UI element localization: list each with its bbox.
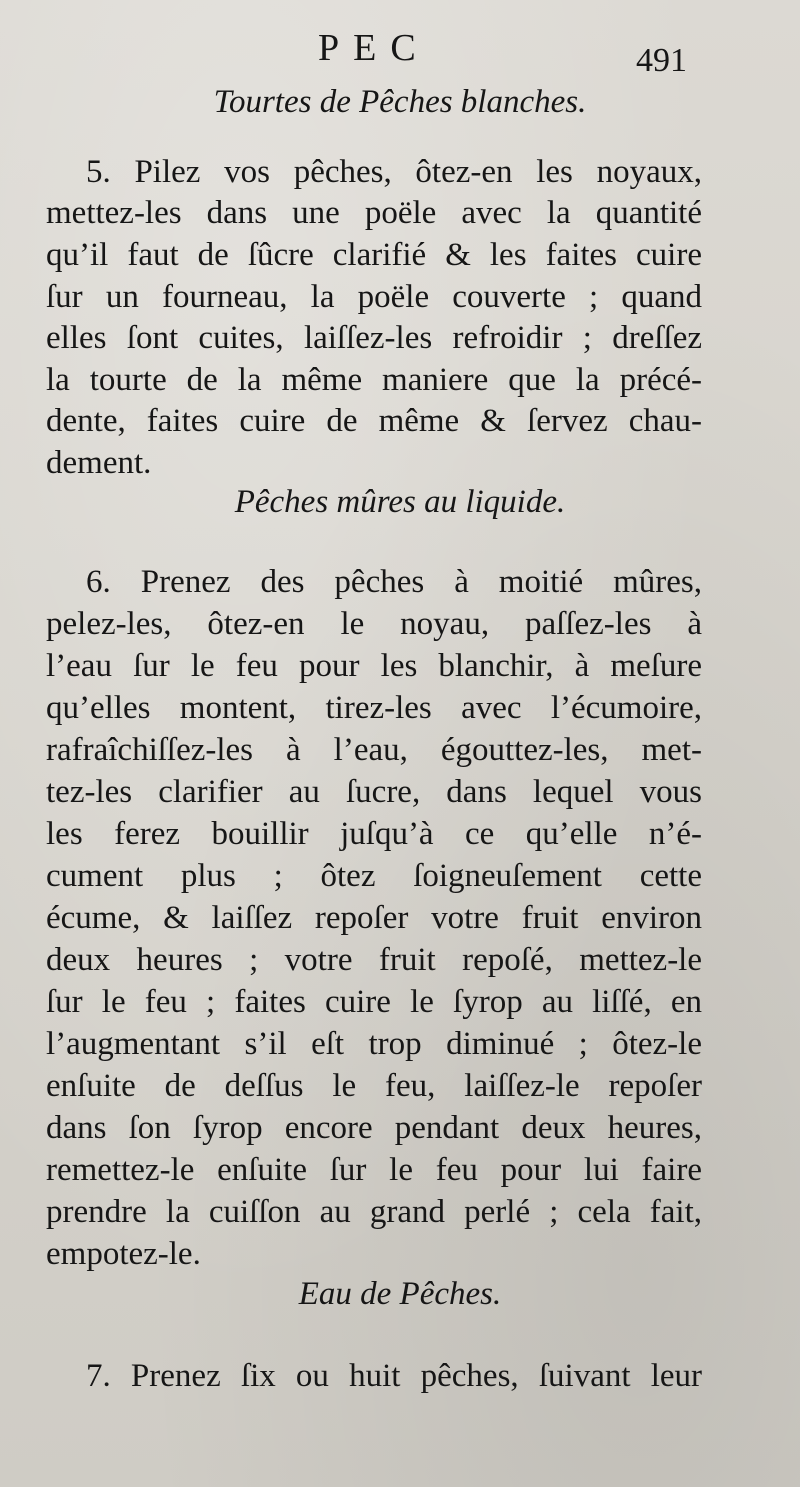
text-line: prendre la cuiſſon au grand perlé ; cela fait, [46, 1194, 702, 1230]
text-line: dement. [46, 445, 152, 481]
section-title: Eau de Pêches. [298, 1276, 502, 1312]
page-number: 491 [636, 42, 687, 79]
text-line: 6. Prenez des pêches à moitié mûres, [86, 564, 702, 600]
text-line: qu’il faut de ſûcre clarifié & les faites cuire [46, 237, 702, 273]
section-title: Pêches mûres au liquide. [234, 484, 566, 520]
text-line: les ferez bouillir juſqu’à ce qu’elle n’é- [46, 816, 702, 852]
text-line: enſuite de deſſus le feu, laiſſez-le repoſer [46, 1068, 702, 1104]
text-line: qu’elles montent, tirez-les avec l’écumoire, [46, 690, 702, 726]
text-line: empotez-le. [46, 1236, 201, 1272]
text-line: la tourte de la même maniere que la précé- [46, 362, 702, 398]
text-line: 5. Pilez vos pêches, ôtez-en les noyaux, [86, 154, 702, 190]
section-title: Tourtes de Pêches blanches. [213, 84, 587, 120]
running-head: PEC [318, 27, 430, 69]
text-line: rafraîchiſſez-les à l’eau, égouttez-les, met- [46, 732, 702, 768]
text-line: 7. Prenez ſix ou huit pêches, ſuivant leur [86, 1358, 702, 1394]
text-line: cument plus ; ôtez ſoigneuſement cette [46, 858, 702, 894]
page-header [0, 18, 800, 78]
text-line: ſur le feu ; faites cuire le ſyrop au liſſé, en [46, 984, 702, 1020]
text-line: mettez-les dans une poële avec la quantité [46, 195, 702, 231]
text-line: remettez-le enſuite ſur le feu pour lui faire [46, 1152, 702, 1188]
text-line: tez-les clarifier au ſucre, dans lequel vous [46, 774, 702, 810]
text-line: elles ſont cuites, laiſſez-les refroidir ; dreſſez [46, 320, 702, 356]
text-line: deux heures ; votre fruit repoſé, mettez-le [46, 942, 702, 978]
text-line: dans ſon ſyrop encore pendant deux heures, [46, 1110, 702, 1146]
text-line: écume, & laiſſez repoſer votre fruit environ [46, 900, 702, 936]
text-line: l’eau ſur le feu pour les blanchir, à meſure [46, 648, 702, 684]
text-line: l’augmentant s’il eſt trop diminué ; ôtez-le [46, 1026, 702, 1062]
text-line: ſur un fourneau, la poële couverte ; quand [46, 279, 702, 315]
text-line: dente, faites cuire de même & ſervez chau- [46, 403, 702, 439]
text-line: pelez-les, ôtez-en le noyau, paſſez-les à [46, 606, 702, 642]
